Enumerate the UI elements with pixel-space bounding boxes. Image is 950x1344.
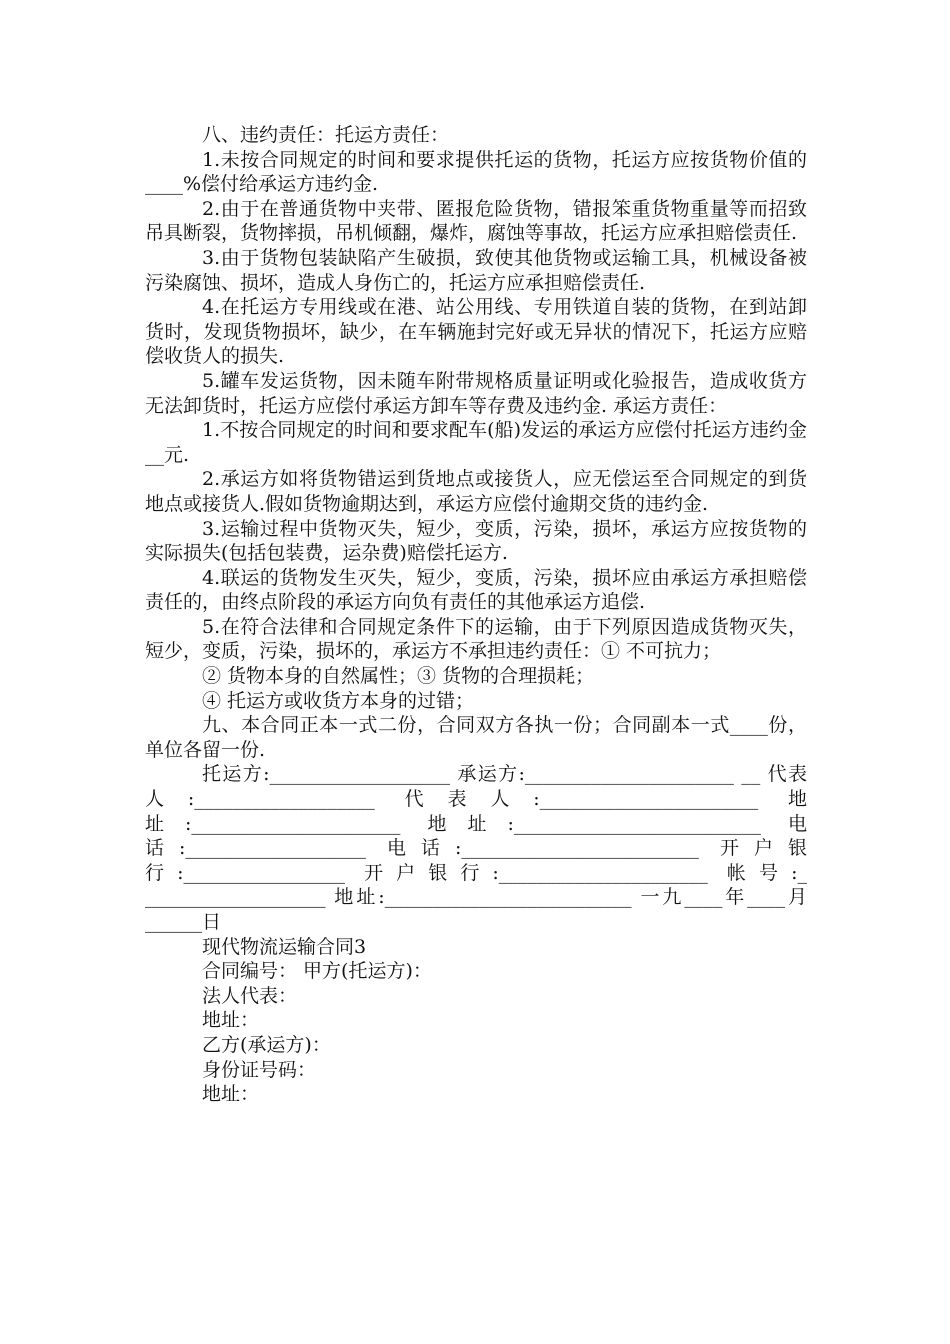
contract-title: 现代物流运输合同3 <box>202 935 367 958</box>
paragraph: 4.联运的货物发生灭失，短少，变质，污染，损坏应由承运方承担赔偿责任的，由终点阶段的承运方向负有责任的其他承运方追偿. <box>145 566 807 614</box>
paragraph: 2.由于在普通货物中夹带、匿报危险货物，错报笨重货物重量等而招致吊具断裂，货物摔损，吊机倾翻，爆炸，腐蚀等事故，托运方应承担赔偿责任. <box>145 197 807 245</box>
paragraph: ④ 托运方或收货方本身的过错； <box>202 689 475 712</box>
paragraph: ② 货物本身的自然属性；③ 货物的合理损耗； <box>202 665 595 688</box>
id-number-line: 身份证号码： <box>202 1058 317 1081</box>
legal-representative-line: 法人代表： <box>202 984 298 1007</box>
paragraph: 1.未按合同规定的时间和要求提供托运的货物，托运方应按货物价值的____%偿付给承运方违约金. <box>145 148 807 196</box>
paragraph: 5.在符合法律和合同规定条件下的运输，由于下列原因造成货物灭失，短少，变质，污染，损坏的，承运方不承担违约责任：① 不可抗力； <box>145 615 807 663</box>
document-body <box>145 123 807 1107</box>
address-line: 地址： <box>202 1009 260 1032</box>
paragraph: 5.罐车发运货物，因未随车附带规格质量证明或化验报告，造成收货方无法卸货时，托运方应偿付承运方卸车等存费及违约金. 承运方责任： <box>145 369 807 417</box>
paragraph: 3.运输过程中货物灭失，短少，变质，污染，损坏，承运方应按货物的实际损失(包括包装费，运杂费)赔偿托运方. <box>145 517 807 565</box>
signature-block: 托运方:___________________ 承运方:______________________ __ 代表人:___________________ 代表人:_______________________ 地址:______________________ 地址:__________________________ 电话:___________________ 电话:_________________________ 开户银行:_________________ 开户银行:______________________ 帐号:_ ___________________ 地址:__________________________ 一九____年____月______日 <box>145 763 807 933</box>
paragraph: 3.由于货物包装缺陷产生破损，致使其他货物或运输工具，机械设备被污染腐蚀、损坏，造成人身伤亡的，托运方应承担赔偿责任. <box>145 246 807 294</box>
section-heading-breach-liability: 八、违约责任：托运方责任： <box>202 124 450 146</box>
paragraph: 1.不按合同规定的时间和要求配车(船)发运的承运方应偿付托运方违约金__元. <box>145 419 807 466</box>
party-b-line: 乙方(承运方)： <box>202 1033 331 1056</box>
paragraph: 4.在托运方专用线或在港、站公用线、专用铁道自装的货物，在到站卸货时，发现货物损坏，缺少，在车辆施封完好或无异状的情况下，托运方应赔偿收货人的损失. <box>145 296 807 368</box>
contract-number-line: 合同编号： 甲方(托运方)： <box>202 960 432 983</box>
section-heading-copies: 九、本合同正本一式二份，合同双方各执一份；合同副本一式____份，单位各留一份. <box>145 714 807 761</box>
address-line: 地址： <box>202 1083 260 1106</box>
paragraph: 2.承运方如将货物错运到货地点或接货人，应无偿运至合同规定的到货地点或接货人.假如货物逾期达到，承运方应偿付逾期交货的违约金. <box>145 468 807 515</box>
